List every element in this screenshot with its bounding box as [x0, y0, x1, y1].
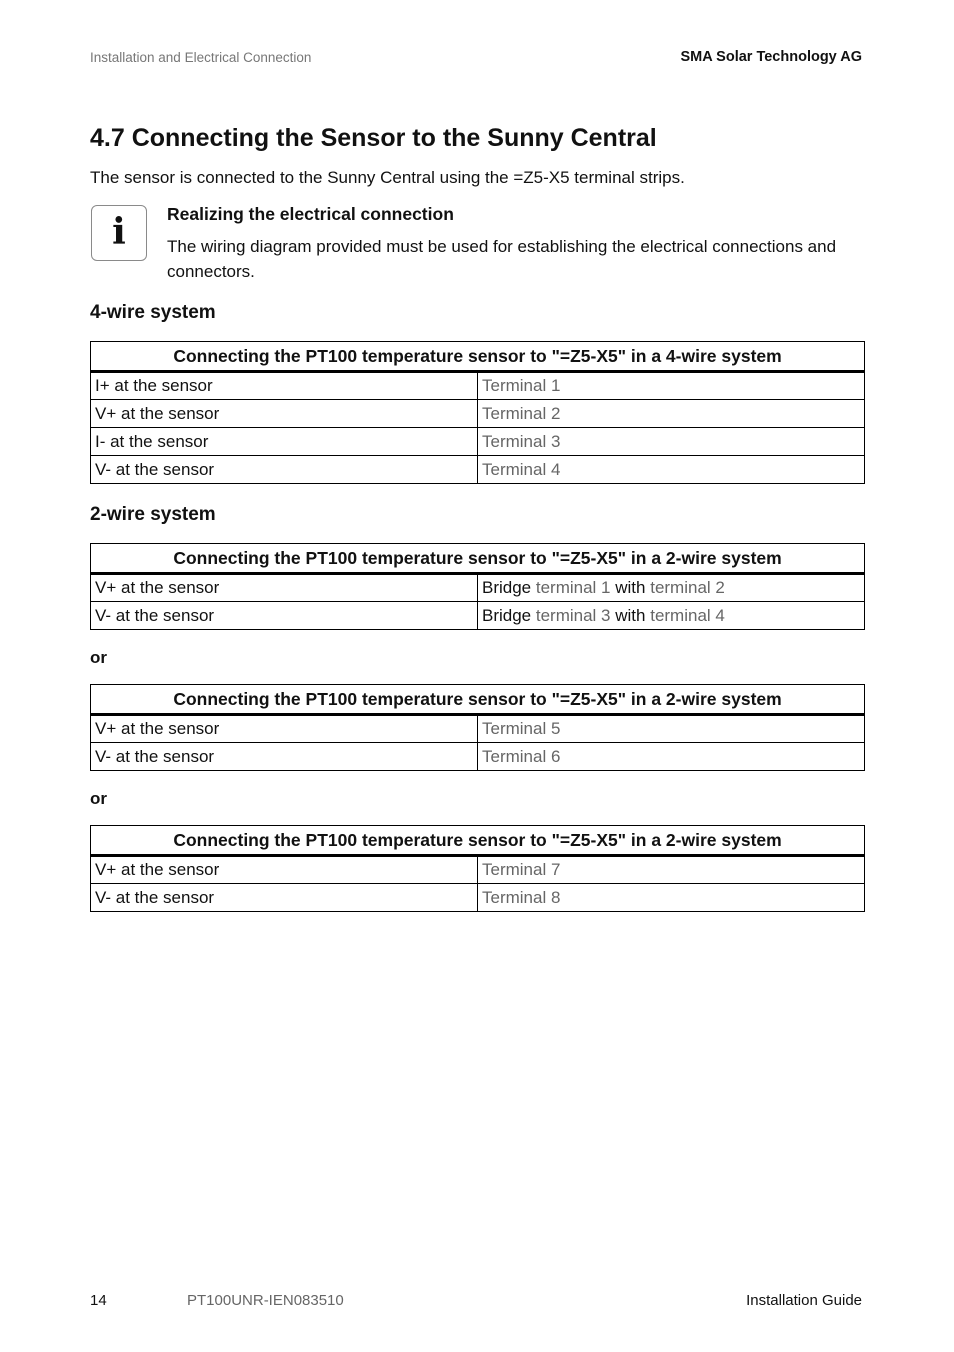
bridge-from: terminal 3 — [535, 605, 611, 625]
terminal-cell: Terminal 1 — [478, 372, 865, 400]
table-row — [91, 884, 865, 912]
terminal-cell: Terminal 8 — [478, 884, 865, 912]
signal-cell: V+ at the sensor — [91, 574, 478, 602]
table-row — [91, 743, 865, 771]
header-company: SMA Solar Technology AG — [680, 49, 862, 65]
terminal-cell — [478, 574, 865, 602]
terminal-cell: Terminal 2 — [478, 400, 865, 428]
bridge-word: Bridge — [482, 578, 532, 597]
note-title: Realizing the electrical connection — [167, 204, 454, 224]
terminal-cell: Terminal 5 — [478, 715, 865, 743]
or-label: or — [90, 789, 107, 808]
table-caption: Connecting the PT100 temperature sensor to "=Z5-X5" in a 2-wire system — [91, 685, 865, 715]
table-row — [91, 715, 865, 743]
note-body: The wiring diagram provided must be used for establishing the electrical connections and connectors. — [167, 237, 837, 281]
table-header-row — [91, 342, 865, 372]
or-label: or — [90, 648, 107, 667]
document-type: Installation Guide — [746, 1292, 862, 1309]
table-row — [91, 602, 865, 630]
bridge-from: terminal 1 — [535, 578, 611, 597]
table-row — [91, 428, 865, 456]
two-wire-table-terminals-7-8 — [90, 825, 865, 912]
table-caption: Connecting the PT100 temperature sensor to "=Z5-X5" in a 2-wire system — [91, 544, 865, 574]
terminal-cell — [478, 602, 865, 630]
table-header-row — [91, 826, 865, 856]
terminal-cell: Terminal 6 — [478, 743, 865, 771]
signal-cell: V+ at the sensor — [91, 400, 478, 428]
info-icon — [91, 205, 147, 261]
document-code: PT100UNR-IEN083510 — [187, 1292, 344, 1309]
page-number: 14 — [90, 1292, 107, 1309]
bridge-word: Bridge — [482, 605, 532, 625]
terminal-cell: Terminal 4 — [478, 456, 865, 484]
two-wire-table-bridge — [90, 543, 865, 630]
table-header-row — [91, 544, 865, 574]
table-row — [91, 372, 865, 400]
signal-cell: I- at the sensor — [91, 428, 478, 456]
table-row — [91, 400, 865, 428]
terminal-cell: Terminal 7 — [478, 856, 865, 884]
section-intro: The sensor is connected to the Sunny Central using the =Z5-X5 terminal strips. — [90, 168, 685, 187]
signal-cell: V+ at the sensor — [91, 856, 478, 884]
bridge-with: with — [615, 605, 646, 625]
signal-cell: V- at the sensor — [91, 884, 478, 912]
four-wire-heading: 4-wire system — [90, 302, 216, 323]
table-caption: Connecting the PT100 temperature sensor to "=Z5-X5" in a 4-wire system — [91, 342, 865, 372]
signal-cell: V- at the sensor — [91, 456, 478, 484]
four-wire-table — [90, 341, 865, 484]
signal-cell: V+ at the sensor — [91, 715, 478, 743]
header-chapter: Installation and Electrical Connection — [90, 50, 312, 65]
two-wire-heading: 2-wire system — [90, 504, 216, 525]
table-header-row — [91, 685, 865, 715]
table-row — [91, 856, 865, 884]
table-row — [91, 574, 865, 602]
section-title: 4.7 Connecting the Sensor to the Sunny Central — [90, 124, 657, 152]
terminal-cell: Terminal 3 — [478, 428, 865, 456]
table-row — [91, 456, 865, 484]
bridge-to: terminal 2 — [650, 578, 725, 597]
two-wire-table-terminals-5-6 — [90, 684, 865, 771]
signal-cell: V- at the sensor — [91, 743, 478, 771]
info-glyph: i — [112, 211, 126, 253]
signal-cell: I+ at the sensor — [91, 372, 478, 400]
table-caption: Connecting the PT100 temperature sensor to "=Z5-X5" in a 2-wire system — [91, 826, 865, 856]
bridge-with: with — [615, 578, 646, 597]
bridge-to: terminal 4 — [650, 605, 725, 625]
signal-cell: V- at the sensor — [91, 602, 478, 630]
